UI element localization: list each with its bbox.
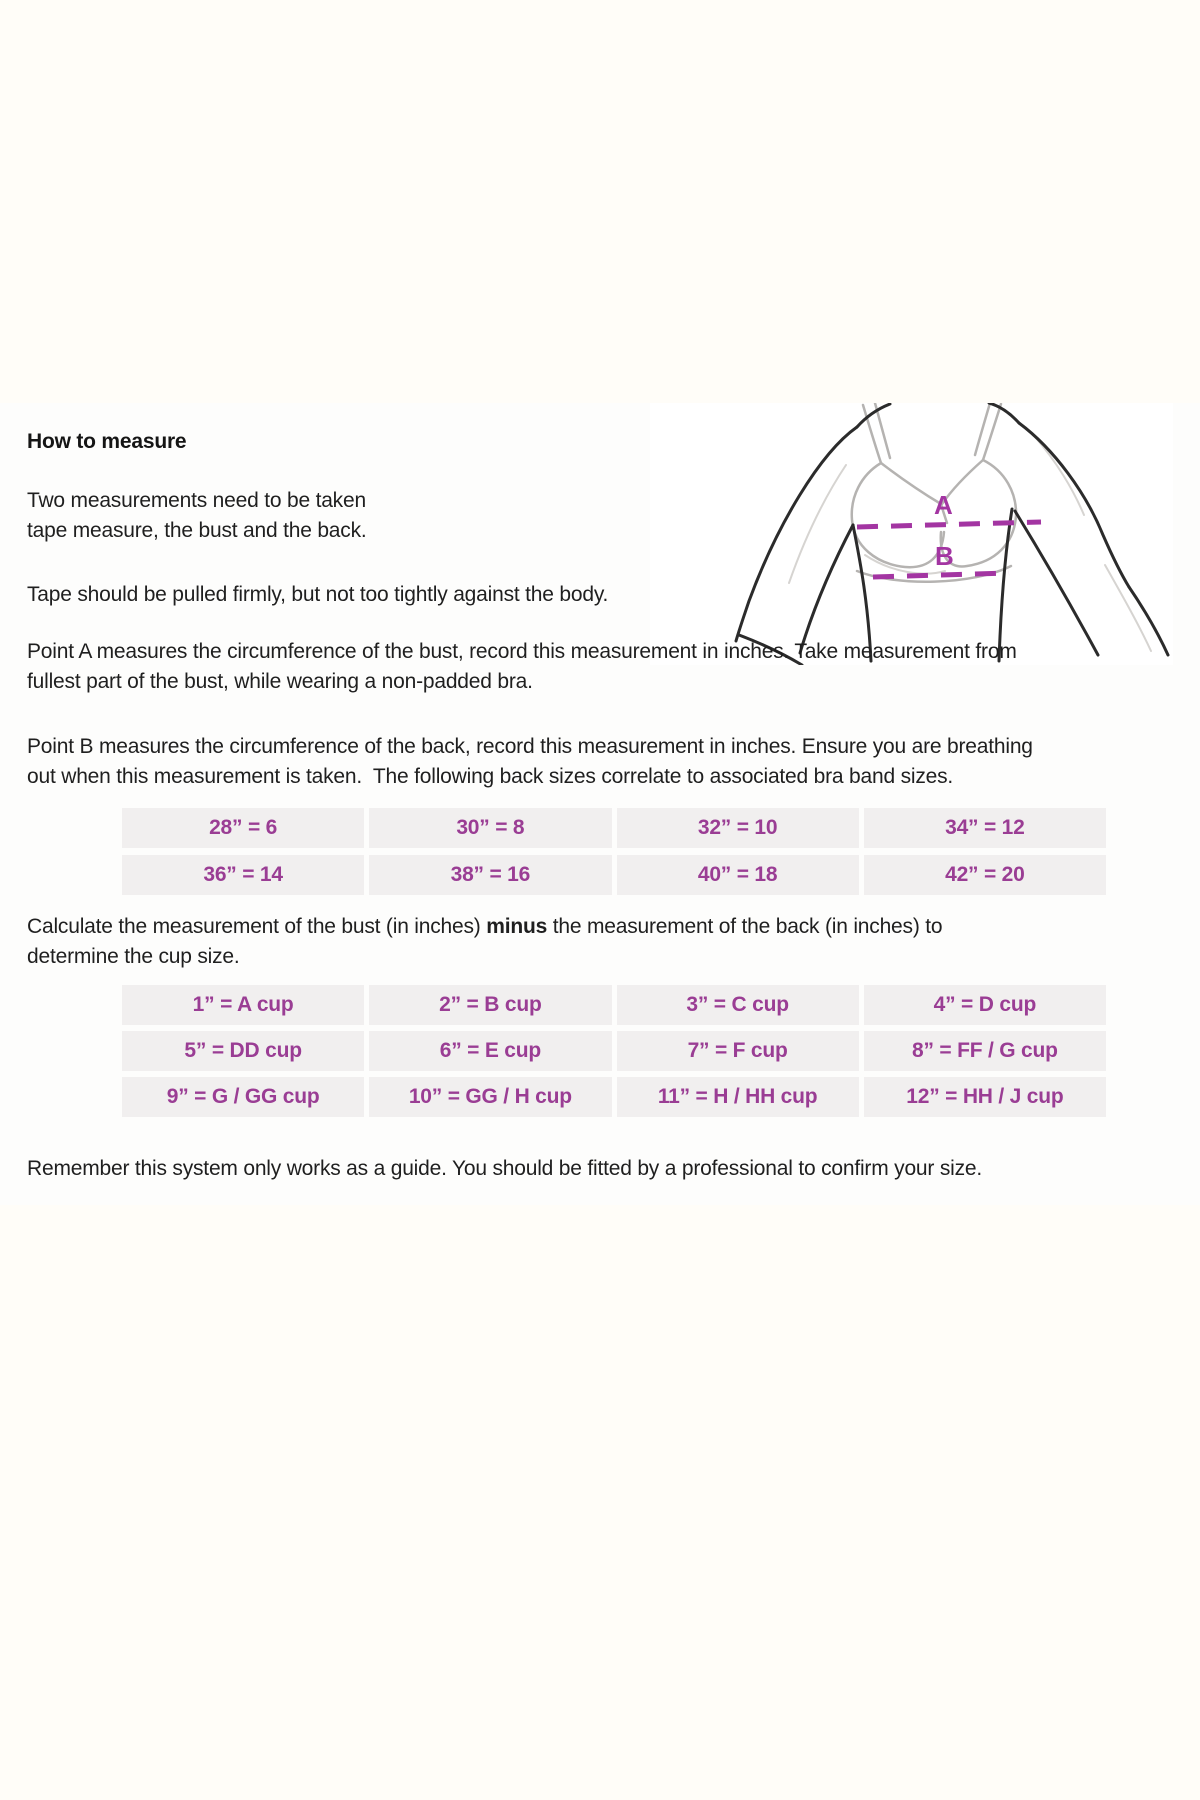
calc-text-pre: Calculate the measurement of the bust (in inches) bbox=[27, 915, 487, 938]
cup-size-cell: 7” = F cup bbox=[617, 1031, 859, 1071]
cup-size-cell: 2” = B cup bbox=[369, 985, 611, 1025]
calc-text-post: the measurement of the back (in inches) to bbox=[547, 915, 943, 938]
paragraph-line: Point B measures the circumference of the back, record this measurement in inches. Ensure you are breathing bbox=[27, 735, 1033, 758]
paragraph-line: determine the cup size. bbox=[27, 945, 240, 968]
paragraph-tape bbox=[27, 580, 608, 610]
paragraph-line: Two measurements need to be taken bbox=[27, 489, 366, 512]
cup-size-cell: 8” = FF / G cup bbox=[864, 1031, 1106, 1071]
band-size-cell: 40” = 18 bbox=[617, 855, 859, 895]
cup-size-cell: 12” = HH / J cup bbox=[864, 1077, 1106, 1117]
band-size-cell: 42” = 20 bbox=[864, 855, 1106, 895]
paragraph-intro bbox=[27, 486, 367, 546]
label-point-b: B bbox=[935, 541, 954, 571]
cup-size-cell: 4” = D cup bbox=[864, 985, 1106, 1025]
paragraph-line: tape measure, the bust and the back. bbox=[27, 519, 367, 542]
band-size-cell: 36” = 14 bbox=[122, 855, 364, 895]
paragraph-footer bbox=[27, 1154, 982, 1184]
paragraph-line: Point A measures the circumference of the bust, record this measurement in inches. Take measurement from bbox=[27, 640, 1017, 663]
paragraph-line: out when this measurement is taken. The following back sizes correlate to associated bra band sizes. bbox=[27, 765, 954, 788]
cup-size-table bbox=[122, 985, 1106, 1117]
paragraph-line: Tape should be pulled firmly, but not too tightly against the body. bbox=[27, 583, 609, 606]
band-size-cell: 28” = 6 bbox=[122, 808, 364, 848]
cup-size-cell: 1” = A cup bbox=[122, 985, 364, 1025]
label-point-a: A bbox=[934, 490, 953, 520]
band-size-cell: 32” = 10 bbox=[617, 808, 859, 848]
calc-text-minus: minus bbox=[486, 915, 548, 938]
cup-size-cell: 10” = GG / H cup bbox=[369, 1077, 611, 1117]
band-size-cell: 38” = 16 bbox=[369, 855, 611, 895]
cup-size-cell: 3” = C cup bbox=[617, 985, 859, 1025]
cup-size-cell: 5” = DD cup bbox=[122, 1031, 364, 1071]
torso-sketch bbox=[650, 403, 1173, 665]
band-size-table bbox=[122, 808, 1106, 895]
back-measure-line-b bbox=[873, 573, 1009, 577]
cup-size-cell: 11” = H / HH cup bbox=[617, 1077, 859, 1117]
band-size-cell: 34” = 12 bbox=[864, 808, 1106, 848]
page-title: How to measure bbox=[27, 430, 187, 453]
cup-size-cell: 9” = G / GG cup bbox=[122, 1077, 364, 1117]
paragraph-line: fullest part of the bust, while wearing a non-padded bra. bbox=[27, 670, 533, 693]
cup-size-cell: 6” = E cup bbox=[369, 1031, 611, 1071]
paragraph-point-a bbox=[27, 637, 1017, 697]
bra-measurement-illustration bbox=[650, 403, 1173, 665]
paragraph-calculate bbox=[27, 912, 942, 972]
body-outline bbox=[736, 403, 1168, 665]
paragraph-line: Remember this system only works as a guide. You should be fitted by a professional to confirm your size. bbox=[27, 1157, 983, 1180]
paragraph-point-b bbox=[27, 732, 1033, 792]
paragraph-line bbox=[27, 912, 942, 942]
band-size-cell: 30” = 8 bbox=[369, 808, 611, 848]
